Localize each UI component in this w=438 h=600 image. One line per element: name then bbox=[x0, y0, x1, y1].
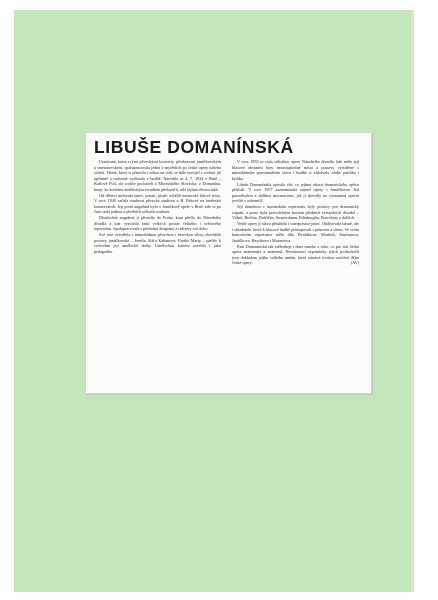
paragraph-text: Paní Domanínská tak ztělesňuje i dnes mnoho z toho, co pro nás česká opera znamenala a znamená. Nestárnoucí vzpomínky jejích posluchačů jsou dokladem jejího velkého umění, které zůstává trvalou součástí dějin české opery. bbox=[232, 243, 359, 266]
newspaper-clipping bbox=[85, 132, 372, 394]
paragraph: Její doménou v tuzemském repertoáru byly postavy pro dramatický soprán, a proto byla pravidelným hostem předních evropských divadel – Vídně, Berlína, Drážďan, Amsterdamu, Edinburghu, Barcelony a dalších. bbox=[232, 204, 359, 221]
article-column-left bbox=[94, 159, 221, 389]
paragraph: Své role vytvářela s mimořádnou pěveckou i hereckou silou; obzvláště postavy janáčkovské – Jenůfa, Káťa Kabanová, Emilie Marty – patřily k vrcholům její umělecké dráhy. Uměleckou kariéru završila i jako pedagožka. bbox=[94, 232, 221, 254]
paragraph: Libuše Domanínská zpívala vše, co jejímu oboru dramatického zpěvu přísluší. V roce 1957 zaznamenala zájezd opery s Janáčkovou Její pastorkyňou a dalšími inscenacemi, jež ji dovedly na významná operní jeviště v zahraničí. bbox=[232, 181, 359, 204]
paragraph: Od dětství milovala tanec, poezii, písně, zvláště moravské lidové texty. V roce 1940 začala studovat pěvecké studium u H. Pekové na brněnské konzervatoři. Její první angažmá bylo v Janáčkově opeře v Brně, kde se po čase stala jednou z předních sólistek souboru. bbox=[94, 192, 221, 215]
article-headline: LIBUŠE DOMANÍNSKÁ bbox=[94, 137, 294, 157]
paragraph bbox=[232, 244, 359, 266]
paragraph: V roce 1955 se stala sólistkou opery Národního divadla, kde mělo její hlasové obsazení brzy nezastupitelné místo a postavy vytvářené s mimořádným porozuměním slovu i hudbě si získávaly obdiv publika i kritiky. bbox=[232, 159, 359, 181]
paragraph: Dlouholeté angažmá ji přivedlo do Prahy, kam přešla do Národního divadla a kde vytvořila řadu velkých postav českého i světového repertoáru. Spolupracovala s předními dirigenty a režiséry své doby. bbox=[94, 215, 221, 232]
author-signature: (AV) bbox=[350, 260, 359, 266]
article-column-right bbox=[232, 159, 359, 389]
paragraph: Vedle opery jí slávu přinášela i interpretace písní. Obdivovala básně, ale i skladatele, které k hlasové hudbě přistupovali s pokorou a citem. Ve svém koncertním repertoáru měla díla Dvořákova, Martinů, Smetanova, Janáčkova, Haydnova i Mozartova. bbox=[232, 221, 359, 243]
paragraph: Uznávaná, která svými pěveckými koncerty, představení janáčkovským a smetanovským, spolupracovala jedna z největších po české opery našeho století. Talent, který si přinesla s sebou na svět, se dále rozvíjel v rodině, již upřímně a radostně vyrůstala v hudbě. Narodila se 4. 7. 1924 v Brně – Králově Poli, ale rodiče pocházeli z Moravského Slovácka, z Domanína, kraje, ke kterému uměleckým zrcadlem pěvkyně k celé jejímu životu také. bbox=[94, 159, 221, 192]
green-backing-sheet bbox=[14, 10, 414, 592]
